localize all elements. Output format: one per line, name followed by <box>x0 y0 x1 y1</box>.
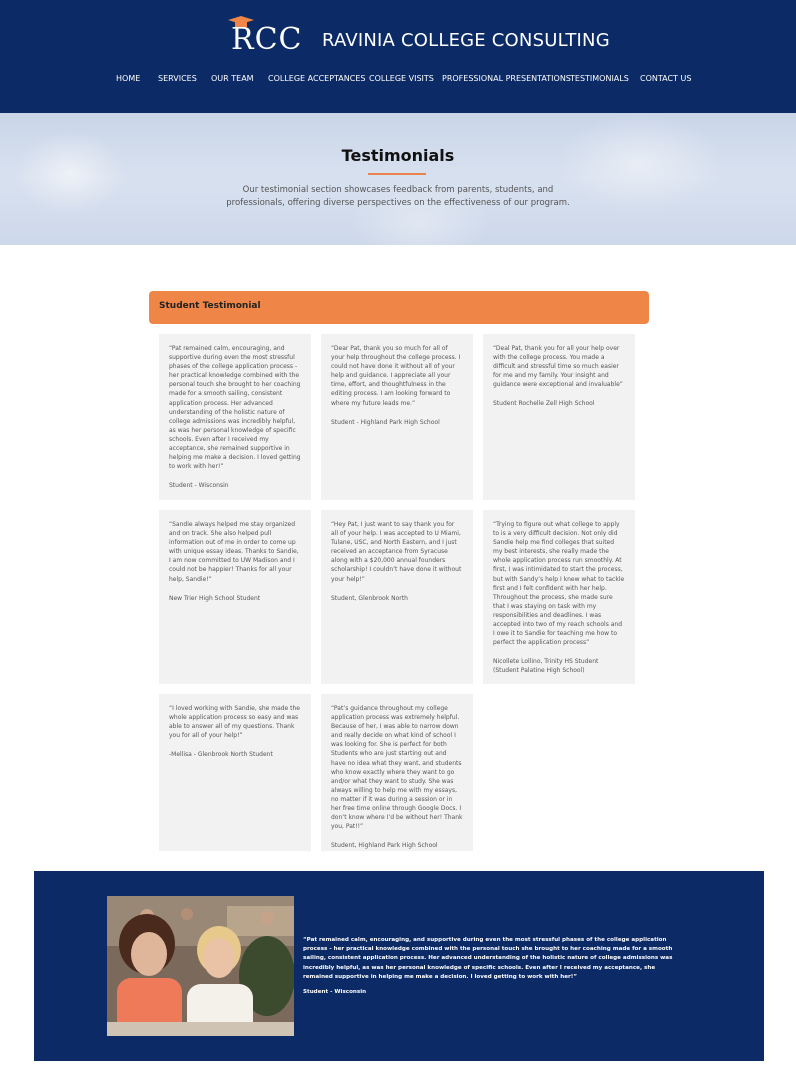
nav-services[interactable]: SERVICES <box>158 74 197 83</box>
site-header <box>0 0 796 113</box>
title-underline <box>368 173 426 175</box>
testimonial-card <box>483 510 635 684</box>
testimonial-card <box>159 334 311 500</box>
testimonial-photo <box>107 896 294 1036</box>
testimonial-card <box>321 510 473 684</box>
testimonial-quote: “Deal Pat, thank you for all your help over with the college process. You made a difficult and stressful time so much easier for me and my family. Your insight and guidance were exceptional and invaluable” <box>493 345 623 389</box>
nav-professional-presentations[interactable]: PROFESSIONAL PRESENTATIONS <box>442 74 571 83</box>
nav-home[interactable]: HOME <box>116 74 141 83</box>
main-nav <box>0 74 796 88</box>
testimonial-quote: “Trying to figure out what college to apply to is a very difficult decision. Not only did Sandie help me find colleges that suited my best interests, she really made the whole application process run smoothly. At first, I was intimidated to start the process, but with Sandy’s help I knew what to tackle first and I felt confident with her help. Throughout the process, she made sure that I was staying on task with my responsibilities and deadlines. I was accepted into two of my reach schools and I owe it to Sandie for teaching me how to perfect the application process” <box>493 521 625 647</box>
featured-author: Student - Wisconsin <box>303 989 367 995</box>
testimonial-author: Student - Wisconsin <box>169 482 229 490</box>
testimonial-author: Student - Highland Park High School <box>331 418 440 426</box>
testimonial-quote: “Dear Pat, thank you so much for all of your help throughout the college process. I could not have done it without all of your help and guidance. I appreciate all your time, effort, and thoughtfulness in the editing process. I am looking forward to where my future leads me.” <box>331 345 461 407</box>
testimonial-card <box>321 694 473 851</box>
testimonial-quote: “I loved working with Sandie, she made the whole application process so easy and was able to answer all of my questions. Thank you for all of your help!” <box>169 705 300 740</box>
testimonial-author: Student, Glenbrook North <box>331 594 408 602</box>
section-title: Student Testimonial <box>159 301 261 311</box>
nav-our-team[interactable]: OUR TEAM <box>211 74 254 83</box>
testimonial-card <box>159 694 311 851</box>
testimonial-author: Student, Highland Park High School <box>331 842 438 850</box>
section-header <box>149 291 649 324</box>
nav-contact-us[interactable]: CONTACT US <box>640 74 692 83</box>
testimonial-author: Student Rochelle Zell High School <box>493 400 595 408</box>
nav-college-visits[interactable]: COLLEGE VISITS <box>369 74 434 83</box>
nav-testimonials[interactable]: TESTIMONIALS <box>570 74 629 83</box>
logo[interactable] <box>226 14 306 58</box>
testimonial-quote: “Sandie always helped me stay organized and on track. She also helped pull information out of me in order to come up with unique essay ideas. Thanks to Sandie, I am now committed to UW Madison and I could not be happier! Thanks for all your help, Sandie!” <box>169 521 299 583</box>
testimonial-author: Nicollete Lollino, Trinity HS Student (Student Palatine High School) <box>493 658 599 675</box>
hero-banner <box>0 113 796 245</box>
logo-text: RCC <box>231 22 303 57</box>
testimonial-quote: “Pat’s guidance throughout my college application process was extremely helpful. Because of her, I was able to narrow down and really decide on what kind of school I was looking for. She is perfect for both Students who are just starting out and have no idea what they want, and students who know exactly where they want to go and/or what they want to study. She was always willing to help me with my essays, no matter if it was during a session or in her free time online through Google Docs. I don’t know where I’d be without her! Thank you, Pat!!” <box>331 705 463 831</box>
hero-description: Our testimonial section showcases feedback from parents, students, and professionals, offering diverse perspectives on the effectiveness of our program. <box>226 185 570 208</box>
featured-testimonial <box>34 871 764 1061</box>
testimonial-quote: “Pat remained calm, encouraging, and supportive during even the most stressful phases of the college application process - her practical knowledge combined with the personal touch she brought to her coaching made for a smooth sailing, consistent application process. Her advanced understanding of the holistic nature of college admissions was incredibly helpful, as was her personal knowledge of specific schools. Even after I received my acceptance, she remained supportive in helping me make a decision. I loved getting to work with her!” <box>169 345 301 471</box>
photo-illustration <box>107 896 294 1036</box>
testimonial-quote: “Hey Pat, I just want to say thank you for all of your help. I was accepted to U Miami, Tulane, USC, and North Eastern, and I just received an acceptance from Syracuse along with a $20,000 annual founders scholarship! I couldn’t have done it without your help!” <box>331 521 462 583</box>
testimonial-author: New Trier High School Student <box>169 594 261 602</box>
page-title: Testimonials <box>341 146 455 165</box>
testimonial-card <box>321 334 473 500</box>
testimonial-card <box>159 510 311 684</box>
nav-college-acceptances[interactable]: COLLEGE ACCEPTANCES <box>268 74 366 83</box>
featured-quote: “Pat remained calm, encouraging, and supportive during even the most stressful phases of the college application process - her practical knowledge combined with the personal touch she brought to her coaching made for a smooth sailing, consistent application process. Her advanced understanding of the holistic nature of college admissions was incredibly helpful, as was her personal knowledge of specific schools. Even after I received my acceptance, she remained supportive in helping me make a decision. I loved getting to work with her!” <box>303 937 673 980</box>
testimonial-author: -Mellisa - Glenbrook North Student <box>169 751 273 759</box>
testimonial-card <box>483 334 635 500</box>
brand-name: RAVINIA COLLEGE CONSULTING <box>322 30 610 51</box>
